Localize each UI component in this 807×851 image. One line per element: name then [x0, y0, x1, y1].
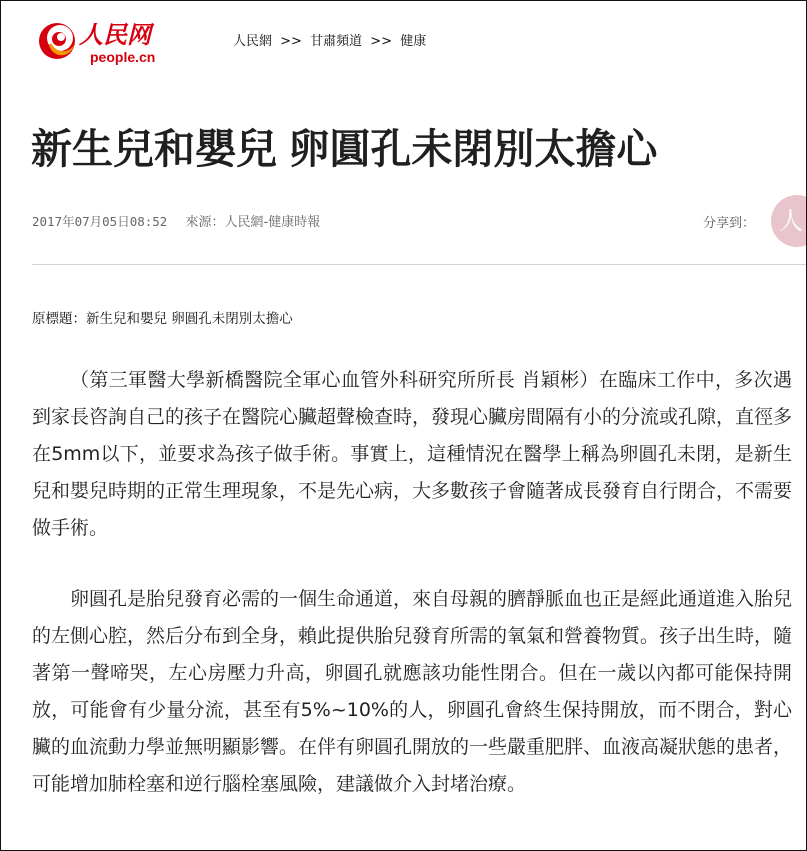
breadcrumb-separator: >> [370, 34, 393, 49]
original-title: 原標題：新生兒和嬰兒 卵圓孔未閉別太擔心 [32, 311, 293, 327]
share-label: 分享到： [703, 216, 756, 231]
svg-text:人民网: 人民网 [79, 20, 151, 49]
source-label: 來源： [185, 215, 225, 230]
header-divider [32, 264, 807, 265]
source-link[interactable]: 人民網-健康時報 [224, 215, 321, 230]
article-title: 新生兒和嬰兒 卵圓孔未閉別太擔心 [31, 126, 658, 172]
article-paragraph: 卵圓孔是胎兒發育必需的一個生命通道，來自母親的臍靜脈血也正是經此通道進入胎兒的左側心腔，然后分布到全身，賴此提供胎兒發育所需的氧氣和營養物質。孩子出生時，隨著第一聲啼哭，左心房壓力升高，卵圓孔就應該功能性閉合。但在一歲以內都可能保持開放，可能會有少量分流，甚至有5%~10%的人，卵圓孔會終生保持開放，而不閉合，對心臟的血流動力學並無明顯影響。在伴有卵圓孔開放的一些嚴重肥胖、血液高凝狀態的患者，可能增加肺栓塞和逆行腦栓塞風險，建議做介入封堵治療。 [32, 588, 793, 795]
article-body [32, 362, 792, 837]
breadcrumb-health[interactable]: 健康 [400, 34, 427, 49]
publish-date: 2017年07月05日08:52 [32, 214, 168, 229]
people-cn-logo[interactable] [37, 15, 167, 67]
breadcrumb-gansu-channel[interactable]: 甘肅頻道 [310, 34, 363, 49]
logo-emblem-icon [37, 15, 167, 67]
svg-text:people.cn: people.cn [90, 49, 156, 65]
article-meta [32, 211, 320, 230]
article-paragraph: （第三軍醫大學新橋醫院全軍心血管外科研究所所長 肖穎彬）在臨床工作中，多次遇到家長咨詢自己的孩子在醫院心臟超聲檢查時，發現心臟房間隔有小的分流或孔隙，直徑多在5mm以下，並要求為孩子做手術。事實上，這種情況在醫學上稱為卵圓孔未閉，是新生兒和嬰兒時期的正常生理現象，不是先心病，大多數孩子會隨著成長發育自行閉合，不需要做手術。 [32, 369, 793, 539]
breadcrumb-people[interactable]: 人民網 [233, 34, 273, 49]
breadcrumb [233, 30, 426, 49]
breadcrumb-separator: >> [280, 34, 302, 49]
share-people-icon[interactable]: 人 [771, 195, 807, 247]
